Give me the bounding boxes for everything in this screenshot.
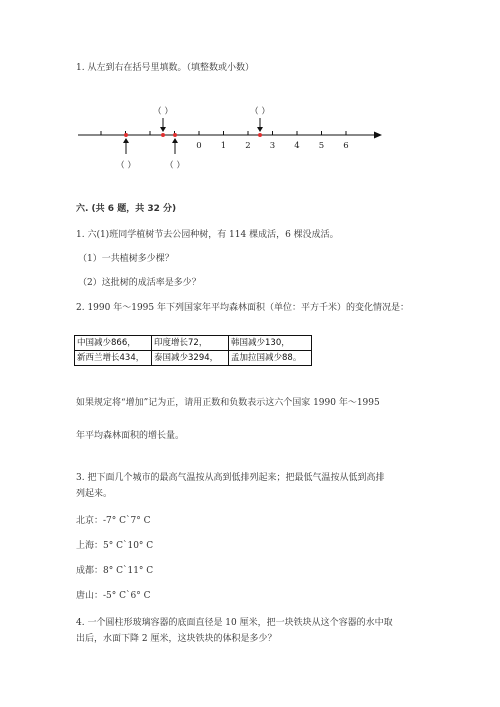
city-temperature: 北京：-7° C`7° C	[76, 516, 151, 526]
problem-3-line-1: 3. 把下面几个城市的最高气温按从高到低排列起来；把最低气温按从低到高排	[76, 473, 385, 483]
problem-1-sub-2: （2）这批树的成活率是多少？	[78, 278, 201, 288]
number-line-ticks	[101, 131, 346, 135]
table-cell: 中国减少866，	[75, 336, 152, 351]
number-line-tick-label: 5	[318, 141, 325, 151]
number-line-tick-label: 0	[196, 141, 202, 151]
city-temperature: 上海：5° C`10° C	[76, 541, 154, 551]
number-line	[76, 96, 386, 176]
problem-3-line-2: 列起来。	[76, 489, 113, 499]
table-cell: 印度增长72，	[152, 336, 229, 351]
marked-point	[258, 133, 262, 137]
table-cell: 新西兰增长434，	[75, 351, 152, 366]
number-line-tick-label: 2	[245, 141, 251, 151]
table-cell: 泰国减少3294，	[152, 351, 229, 366]
table-cell: 韩国减少130，	[229, 336, 312, 351]
city-temperature: 唐山：-5° C`6° C	[76, 591, 151, 601]
problem-1-sub-1: （1）一共植树多少棵？	[78, 254, 174, 264]
answer-blank-top-1: （ ）	[153, 107, 173, 117]
up-arrow-icon	[172, 138, 178, 143]
city-temperature: 成都：8° C`11° C	[76, 566, 154, 576]
marked-point	[124, 133, 128, 137]
number-line-tick-label: 1	[220, 141, 227, 151]
table-row	[75, 336, 312, 351]
number-line-tick-label: 4	[294, 141, 300, 151]
down-arrow-icon	[160, 127, 166, 132]
q1-title: 1. 从左到右在括号里填数。（填整数或小数）	[76, 63, 254, 73]
table-row	[75, 351, 312, 366]
number-line-tick-label: 3	[269, 141, 276, 151]
down-arrow-icon	[257, 127, 263, 132]
marked-point	[173, 133, 177, 137]
section-heading: 六. (共 6 题，共 32 分)	[76, 204, 177, 214]
forest-area-table	[74, 335, 312, 366]
marked-point	[161, 133, 165, 137]
problem-2-text: 2. 1990 年～1995 年下列国家年平均森林面积（单位：平方千米）的变化情况是：	[76, 303, 409, 313]
problem-4-line-2: 出后，水面下降 2 厘米，这块铁块的体积是多少？	[76, 634, 277, 644]
number-line-arrowhead	[374, 132, 382, 139]
problem-1-text: 1. 六(1)班同学植树节去公园种树，有 114 棵成活，6 棵没成活。	[76, 230, 339, 240]
number-line-tick-label: 6	[343, 141, 349, 151]
table-cell: 孟加拉国减少88。	[229, 351, 312, 366]
problem-2-line-2: 年平均森林面积的增长量。	[76, 431, 185, 441]
problem-2-line-1: 如果规定将“增加”记为正，请用正数和负数表示这六个国家 1990 年～1995	[76, 398, 380, 408]
problem-4-line-1: 4. 一个圆柱形玻璃容器的底面直径是 10 厘米，把一块铁块从这个容器的水中取	[76, 618, 393, 628]
answer-blank-bottom-2: （ ）	[165, 161, 185, 171]
answer-blank-bottom-1: （ ）	[116, 161, 136, 171]
answer-blank-top-2: （ ）	[250, 107, 270, 117]
up-arrow-icon	[123, 138, 129, 143]
